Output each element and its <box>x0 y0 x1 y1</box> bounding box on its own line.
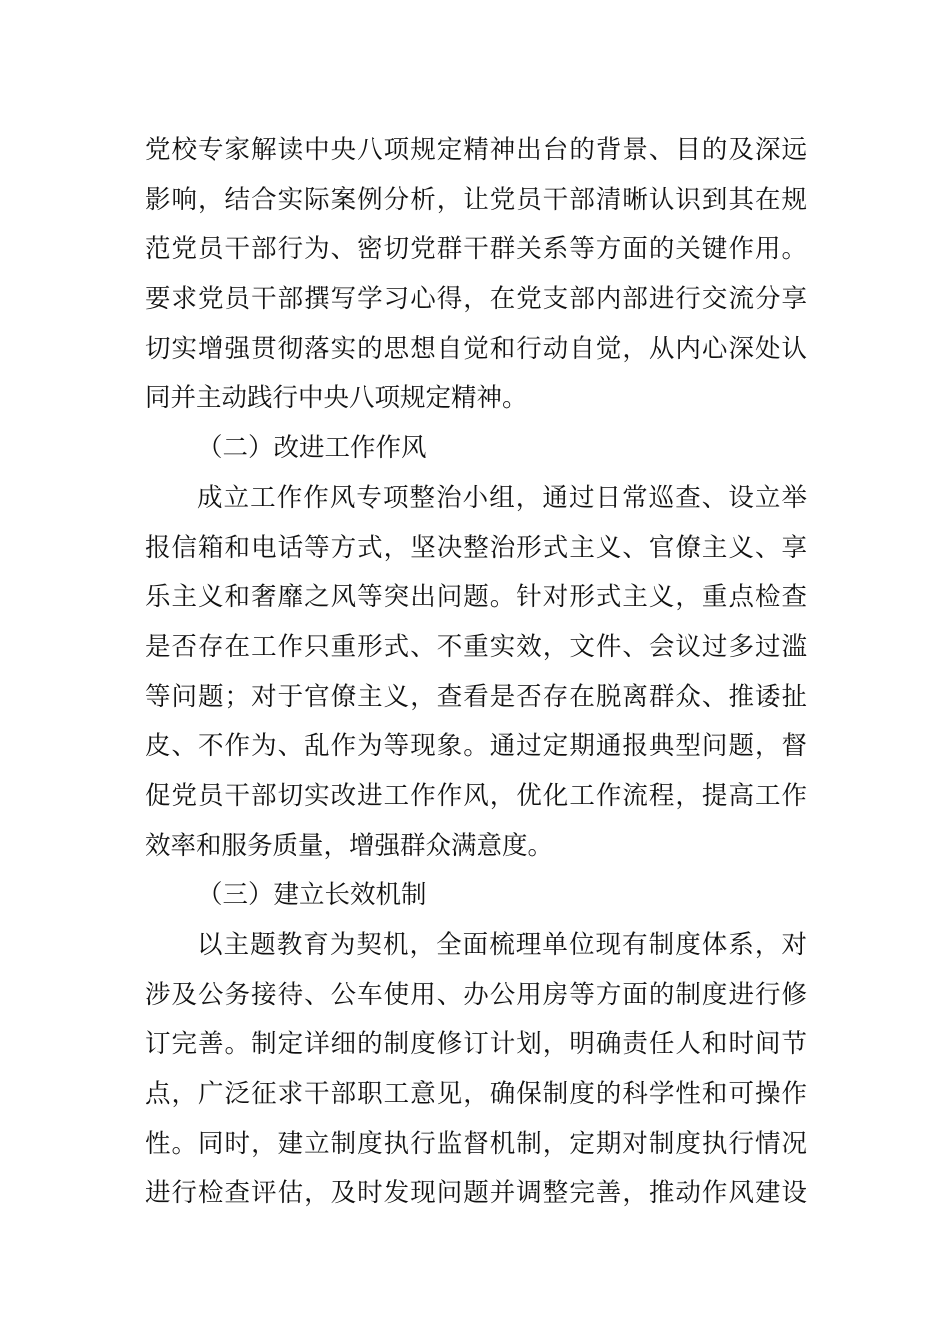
paragraph-line: 效率和服务质量，增强群众满意度。 <box>145 830 554 861</box>
paragraph-line: 报信箱和电话等方式，坚决整治形式主义、官僚主义、享 <box>145 532 807 563</box>
paragraph-line: 进行检查评估，及时发现问题并调整完善，推动作风建设 <box>145 1178 807 1209</box>
paragraph-line: 以主题教育为契机，全面梳理单位现有制度体系，对 <box>197 930 807 960</box>
paragraph-line: 乐主义和奢靡之风等突出问题。针对形式主义，重点检查 <box>145 582 807 613</box>
paragraph-line: 促党员干部切实改进工作作风，优化工作流程，提高工作 <box>145 780 807 811</box>
paragraph-line: 是否存在工作只重形式、不重实效，文件、会议过多过滥 <box>145 631 807 662</box>
section-heading: （二）改进工作作风 <box>197 433 427 464</box>
paragraph-line: 同并主动践行中央八项规定精神。 <box>145 383 528 414</box>
section-heading: （三）建立长效机制 <box>197 880 427 911</box>
paragraph-line: 影响，结合实际案例分析，让党员干部清晰认识到其在规 <box>145 184 807 215</box>
paragraph-line: 成立工作作风专项整治小组，通过日常巡查、设立举 <box>197 482 807 513</box>
paragraph-line: 皮、不作为、乱作为等现象。通过定期通报典型问题，督 <box>145 731 807 762</box>
paragraph-line: 要求党员干部撰写学习心得，在党支部内部进行交流分享 <box>145 284 807 315</box>
paragraph-line: 涉及公务接待、公车使用、办公用房等方面的制度进行修 <box>145 979 807 1010</box>
paragraph-line: 等问题；对于官僚主义，查看是否存在脱离群众、推诿扯 <box>145 681 807 712</box>
document-body <box>145 126 807 1219</box>
paragraph-line: 订完善。制定详细的制度修订计划，明确责任人和时间节 <box>145 1029 807 1060</box>
paragraph-line: 党校专家解读中央八项规定精神出台的背景、目的及深远 <box>145 135 807 165</box>
paragraph-line: 切实增强贯彻落实的思想自觉和行动自觉，从内心深处认 <box>145 333 807 364</box>
paragraph-line: 性。同时，建立制度执行监督机制，定期对制度执行情况 <box>145 1128 807 1159</box>
paragraph-line: 点，广泛征求干部职工意见，确保制度的科学性和可操作 <box>145 1079 807 1110</box>
paragraph-line: 范党员干部行为、密切党群干群关系等方面的关键作用。 <box>145 234 807 265</box>
